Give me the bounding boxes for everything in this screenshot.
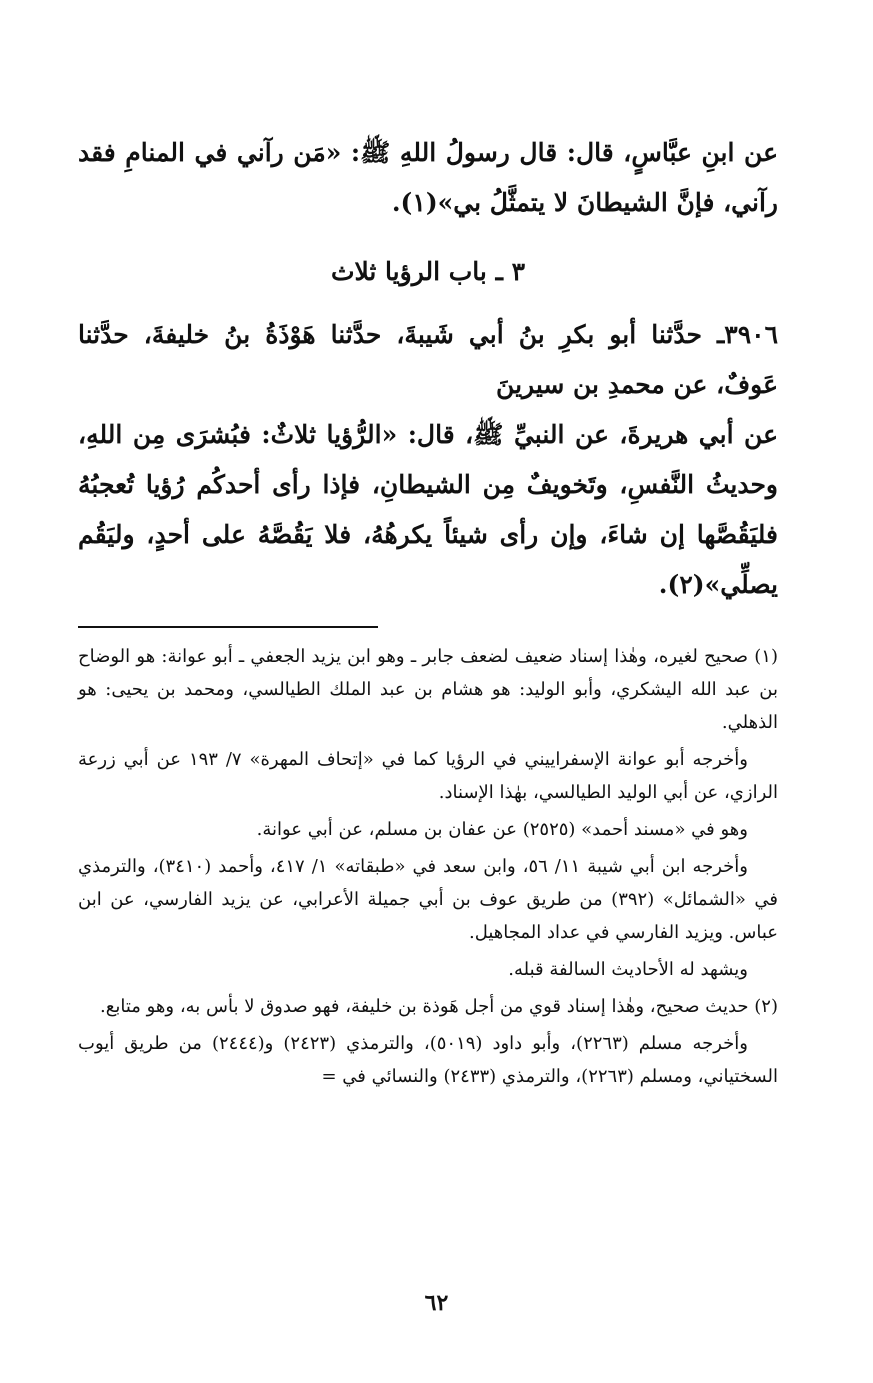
- isnad-3906: ٣٩٠٦ـ حدَّثنا أبو بكرِ بنُ أبي شَيبةَ، حدَّثنا هَوْذَةُ بنُ خليفةَ، حدَّثنا عَوفٌ، عن محمدِ بن سيرينَ: [78, 320, 778, 399]
- page-body: [78, 128, 778, 1097]
- page-number: ٦٢: [424, 1290, 449, 1316]
- hadith-text-1: عن ابنِ عبَّاسٍ، قال: قال رسولُ اللهِ ﷺ: «مَن رآني في المنامِ فقد رآني، فإنَّ الشيطانَ لا يتمثَّلُ بي»(١).: [78, 138, 778, 217]
- footnotes: [78, 640, 778, 1093]
- footnote-paragraph: (١) صحيح لغيره، وهٰذا إسناد ضعيف لضعف جابر ـ وهو ابن يزيد الجعفي ـ أبو عوانة: هو الوضاح بن عبد الله اليشكري، وأبو الوليد: هو هشام بن عبد الملك الطيالسي، ومحمد بن يحيى: هو الذهلي.: [78, 646, 778, 733]
- chapter-title: ٣ ـ باب الرؤيا ثلاث: [330, 257, 526, 286]
- footnote-paragraph: (٢) حديث صحيح، وهٰذا إسناد قوي من أجل هَوذة بن خليفة، فهو صدوق لا بأس به، وهو متابع.: [100, 996, 778, 1017]
- hadith-text-2: عن أبي هريرةَ، عن النبيِّ ﷺ، قال: «الرُّؤيا ثلاثٌ: فبُشرَى مِن اللهِ، وحديثُ النَّفسِ، وتَخويفٌ مِن الشيطانِ، فإذا رأى أحدكُم رُؤيا تُعجبُهُ فليَقُصَّها إن شاءَ، وإن رأى شيئاً يكرهُهُ، فلا يَقُصَّهُ على أحدٍ، وليَقُم يصلِّي»(٢).: [78, 420, 778, 599]
- footnote-paragraph: ويشهد له الأحاديث السالفة قبله.: [508, 959, 748, 980]
- main-text: [78, 128, 778, 610]
- footnote-paragraph: وأخرجه أبو عوانة الإسفراييني في الرؤيا كما في «إتحاف المهرة» ٧/ ١٩٣ عن أبي زرعة الرازي، عن أبي الوليد الطيالسي، بهٰذا الإسناد.: [78, 749, 778, 803]
- footnote-paragraph: وأخرجه مسلم (٢٢٦٣)، وأبو داود (٥٠١٩)، والترمذي (٢٤٢٣) و(٢٤٤٤) من طريق أيوب السختياني، ومسلم (٢٢٦٣)، والترمذي (٢٤٣٣) والنسائي في =: [78, 1033, 778, 1087]
- footnote-paragraph: وهو في «مسند أحمد» (٢٥٢٥) عن عفان بن مسلم، عن أبي عوانة.: [256, 819, 748, 840]
- footnote-paragraph: وأخرجه ابن أبي شيبة ١١/ ٥٦، وابن سعد في «طبقاته» ١/ ٤١٧، وأحمد (٣٤١٠)، والترمذي في «الشمائل» (٣٩٢) من طريق عوف بن أبي جميلة الأعرابي، عن يزيد الفارسي، عن ابن عباس. ويزيد الفارسي في عداد المجاهيل.: [78, 856, 778, 943]
- footnote-divider: [78, 626, 378, 628]
